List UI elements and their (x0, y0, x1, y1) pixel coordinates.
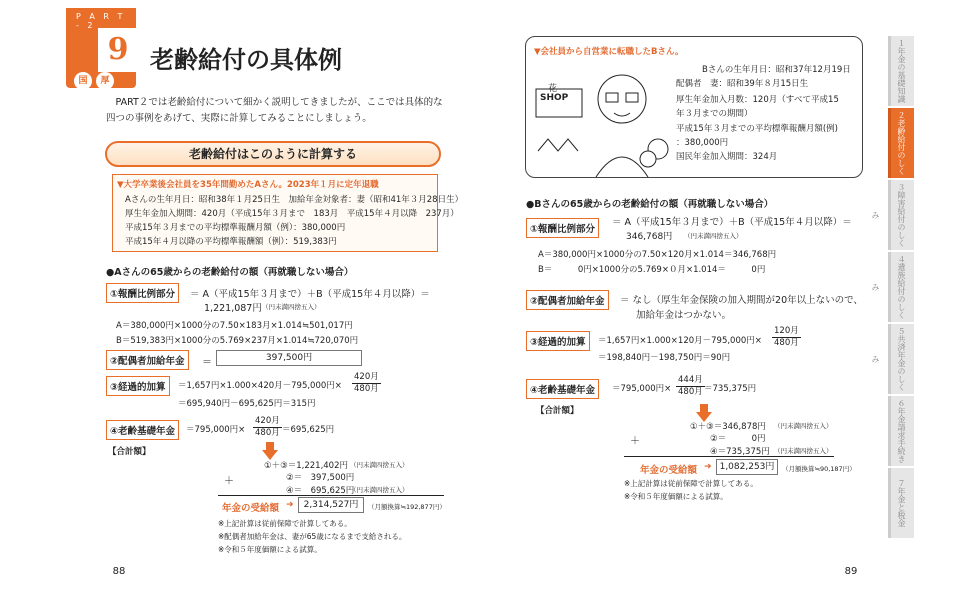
fraction-numerator: 420月 (255, 416, 280, 426)
case-b-heading: ▼会社員から自営業に転職したBさん。 (534, 47, 684, 57)
case-a-item3-label: ③経過的加算 (106, 376, 170, 396)
side-tab[interactable] (888, 396, 914, 466)
chapter-number: 9 (98, 28, 138, 72)
case-b-item3-formula: ＝1,657円×1.000×120月－795,000円× (598, 336, 762, 346)
case-a-total-label: 【合計額】 (108, 447, 151, 457)
case-b-sum2: ②＝ 0円 (710, 434, 766, 444)
chapter-tag (66, 8, 136, 88)
side-tab[interactable] (871, 180, 914, 250)
case-b-item1-note: （円未満四捨五入） (684, 232, 743, 240)
case-b-item3-result: ＝198,840円－198,750円＝90円 (598, 353, 731, 363)
section-title: 老齢給付はこのように計算する (105, 141, 441, 167)
side-tab-number: ６ (897, 399, 906, 407)
case-b-item4-formula: ＝795,000円× (612, 384, 672, 394)
case-b-line: 年３月までの期間） (676, 109, 753, 119)
case-b-footnote: ※令和５年度価額による試算。 (624, 492, 728, 501)
case-b-item2-text1: ＝ なし（厚生年金保険の加入期間が20年以上ないので、 (620, 295, 863, 306)
case-a-line: 平成15年３月までの平均標準報酬月額（例）：380,000円 (125, 223, 346, 233)
side-tab-number: １ (897, 39, 906, 47)
case-b-item4-result: ＝735,375円 (704, 384, 757, 394)
case-b-sum3-note: （円未満四捨五入） (774, 447, 833, 455)
case-b-calc-b: B＝ 0円×1000分の5.769×０月×1.014＝ 0円 (538, 265, 766, 275)
case-a-item4-result: ＝695,625円 (282, 425, 335, 435)
case-a-item4-label: ④老齢基礎年金 (106, 420, 179, 440)
side-tab[interactable] (888, 36, 914, 106)
case-a-footnote: ※令和５年度価額による試算。 (218, 545, 322, 554)
case-a-profile (112, 174, 464, 252)
case-b-item3-fraction (772, 326, 801, 349)
case-b-item4-label: ④老齢基礎年金 (526, 379, 599, 399)
fraction-numerator: 120月 (774, 326, 799, 336)
case-a-item1-label: ①報酬比例部分 (106, 283, 179, 303)
case-a-receipt-note: （月額換算≒192,877円） (368, 503, 446, 511)
case-a-sum3-note: （円未満四捨五入） (350, 486, 409, 494)
shop-char: 花 (548, 84, 558, 94)
side-tab[interactable] (871, 252, 914, 322)
case-a-line: 平成15年４月以降の平均標準報酬額（例）：519,383円 (125, 237, 337, 247)
case-b-line: ：380,000円 (676, 138, 729, 148)
side-tab-number: ４ (897, 255, 906, 263)
case-a-item4-formula: ＝795,000円× (186, 425, 246, 435)
case-b-item1-label: ①報酬比例部分 (526, 218, 599, 238)
side-tab-active[interactable] (871, 108, 914, 178)
case-a-sum2: ②＝ 397,500円 (286, 473, 355, 483)
case-b-sum3: ④＝735,375円 (710, 447, 770, 457)
shopkeeper-illustration (530, 59, 676, 177)
case-a-line: 厚生年金加入期間：420月（平成15年３月まで 183月 平成15年４月以降 237月） (125, 209, 459, 219)
arrow-right-icon: ➜ (286, 500, 294, 510)
case-b-item3-label: ③経過的加算 (526, 331, 590, 351)
case-a-subheading: ●Aさんの65歳からの老齢給付の額（再就職しない場合） (106, 267, 354, 278)
side-tab-number: ５ (897, 327, 906, 335)
side-tab-label: 年金の基礎知識 (897, 47, 906, 103)
case-a-footnote: ※配偶者加給年金は、妻が65歳になるまで支給される。 (218, 532, 407, 541)
fraction-denominator: 480月 (678, 387, 703, 397)
case-b-line: Bさんの生年月日：昭和37年12月19日 (702, 65, 851, 75)
side-tab-number: ３ (897, 183, 906, 191)
case-b-item4-fraction (676, 375, 705, 398)
arrow-right-icon: ➜ (704, 462, 712, 472)
side-tab-label: 年金と税金 (897, 487, 906, 527)
case-b-total-label: 【合計額】 (536, 406, 579, 416)
fraction-denominator: 480月 (354, 384, 379, 394)
case-a-item4-fraction (253, 416, 282, 439)
side-tabs (871, 36, 914, 540)
case-a-item3-result: ＝695,940円－695,625円＝315円 (178, 399, 316, 409)
case-b-footnote: ※上記計算は従前保障で計算してある。 (624, 479, 758, 488)
case-b-sum1-note: （円未満四捨五入） (774, 422, 833, 430)
case-a-sum1-note: （円未満四捨五入） (350, 461, 409, 469)
case-a-item2-value: 397,500円 (216, 350, 362, 366)
case-b-line: 平成15年３月までの平均標準報酬月額(例) (676, 124, 838, 134)
page-title: 老齢給付の具体例 (150, 46, 342, 74)
side-tab[interactable] (871, 324, 914, 394)
fraction-numerator: 444月 (678, 375, 703, 385)
badge-national: 国 (74, 72, 92, 90)
case-b-sum1: ①＋③＝346,878円 (690, 422, 766, 432)
side-tab-label: 障害給付のしくみ (871, 191, 906, 247)
case-b-item1-formula: ＝ A（平成15年３月まで）＋B（平成15年４月以降）＝ (612, 217, 852, 228)
case-a-item3-formula: ＝1,657円×1.000×420月－795,000円× (178, 381, 342, 391)
case-b-line: 配偶者 妻：昭和39年８月15日生 (676, 79, 809, 89)
case-a-line: Aさんの生年月日：昭和38年１月25日生 加給年金対象者：妻（昭和41年３月28日生） (125, 195, 464, 205)
case-b-receipt-label: 年金の受給額 (640, 465, 698, 476)
case-a-item3-fraction (352, 372, 381, 395)
case-b-receipt-note: （月額換算≒90,187円） (782, 465, 856, 473)
side-tab-number: ７ (897, 479, 906, 487)
case-b-profile (525, 36, 863, 178)
case-b-item2-text2: 加給年金はつかない。 (636, 310, 732, 321)
case-b-item1-result: 346,768円 (626, 232, 673, 242)
case-b-line: 国民年金加入期間：324月 (676, 152, 778, 162)
case-a-sum1: ①＋③＝1,221,402円 (264, 461, 349, 471)
case-b-calc-a: A＝380,000円×1000分の7.50×120月×1.014＝346,768円 (538, 250, 777, 260)
page-number-left: 88 (112, 566, 126, 577)
side-tab-label: 遺族給付のしくみ (871, 263, 906, 319)
case-a-calc-a: A＝380,000円×1000分の7.50×183月×1.014≒501,017円 (116, 321, 353, 331)
sum-divider (218, 495, 444, 496)
side-tab[interactable] (888, 468, 914, 538)
case-a-item1-formula: ＝ A（平成15年３月まで）＋B（平成15年４月以降）＝ (190, 289, 430, 300)
case-a-receipt-label: 年金の受給額 (222, 503, 280, 514)
case-b-receipt-value: 1,082,253円 (716, 459, 778, 475)
badge-employee: 厚 (96, 72, 114, 90)
part-label: P A R T - 2 (76, 12, 126, 30)
case-b-item2-label: ②配偶者加給年金 (526, 290, 609, 310)
shop-sign: SHOP (540, 93, 569, 103)
case-a-item2-label: ②配偶者加給年金 (106, 350, 189, 370)
page-number-right: 89 (844, 566, 858, 577)
side-tab-label: 年金請求手続き (897, 407, 906, 463)
case-b-subheading: ●Bさんの65歳からの老齢給付の額（再就職しない場合） (526, 199, 774, 210)
sum-divider (624, 456, 834, 457)
fraction-numerator: 420月 (354, 372, 379, 382)
side-tab-number: ２ (897, 111, 906, 119)
case-a-footnote: ※上記計算は従前保障で計算してある。 (218, 519, 352, 528)
case-a-calc-b: B＝519,383円×1000分の5.769×237月×1.014≒720,070円 (116, 336, 359, 346)
case-b-plus: ＋ (630, 436, 640, 447)
case-a-item1-result: 1,221,087円 (204, 303, 262, 314)
side-tab-label: 共済年金のしくみ (871, 335, 906, 391)
case-a-item2-eq: ＝ (202, 357, 212, 368)
case-b-line: 厚生年金加入月数：120月（すべて平成15 (676, 95, 839, 105)
intro-text: PART２では老齢給付について細かく説明してきましたが、ここでは具体的な四つの事例をあげて、実際に計算してみることにしましょう。 (106, 97, 443, 124)
side-tab-label: 老齢給付のしくみ (871, 119, 906, 175)
fraction-denominator: 480月 (255, 428, 280, 438)
case-a-receipt-value: 2,314,527円 (298, 497, 364, 513)
case-a-item1-note: （円未満四捨五入） (262, 303, 321, 311)
case-a-heading: ▼大学卒業後会社員を35年間勤めたAさん。2023年１月に定年退職 (117, 180, 379, 190)
fraction-denominator: 480月 (774, 338, 799, 348)
case-a-plus: ＋ (224, 476, 234, 487)
case-a-sum3: ④＝ 695,625円 (286, 486, 355, 496)
